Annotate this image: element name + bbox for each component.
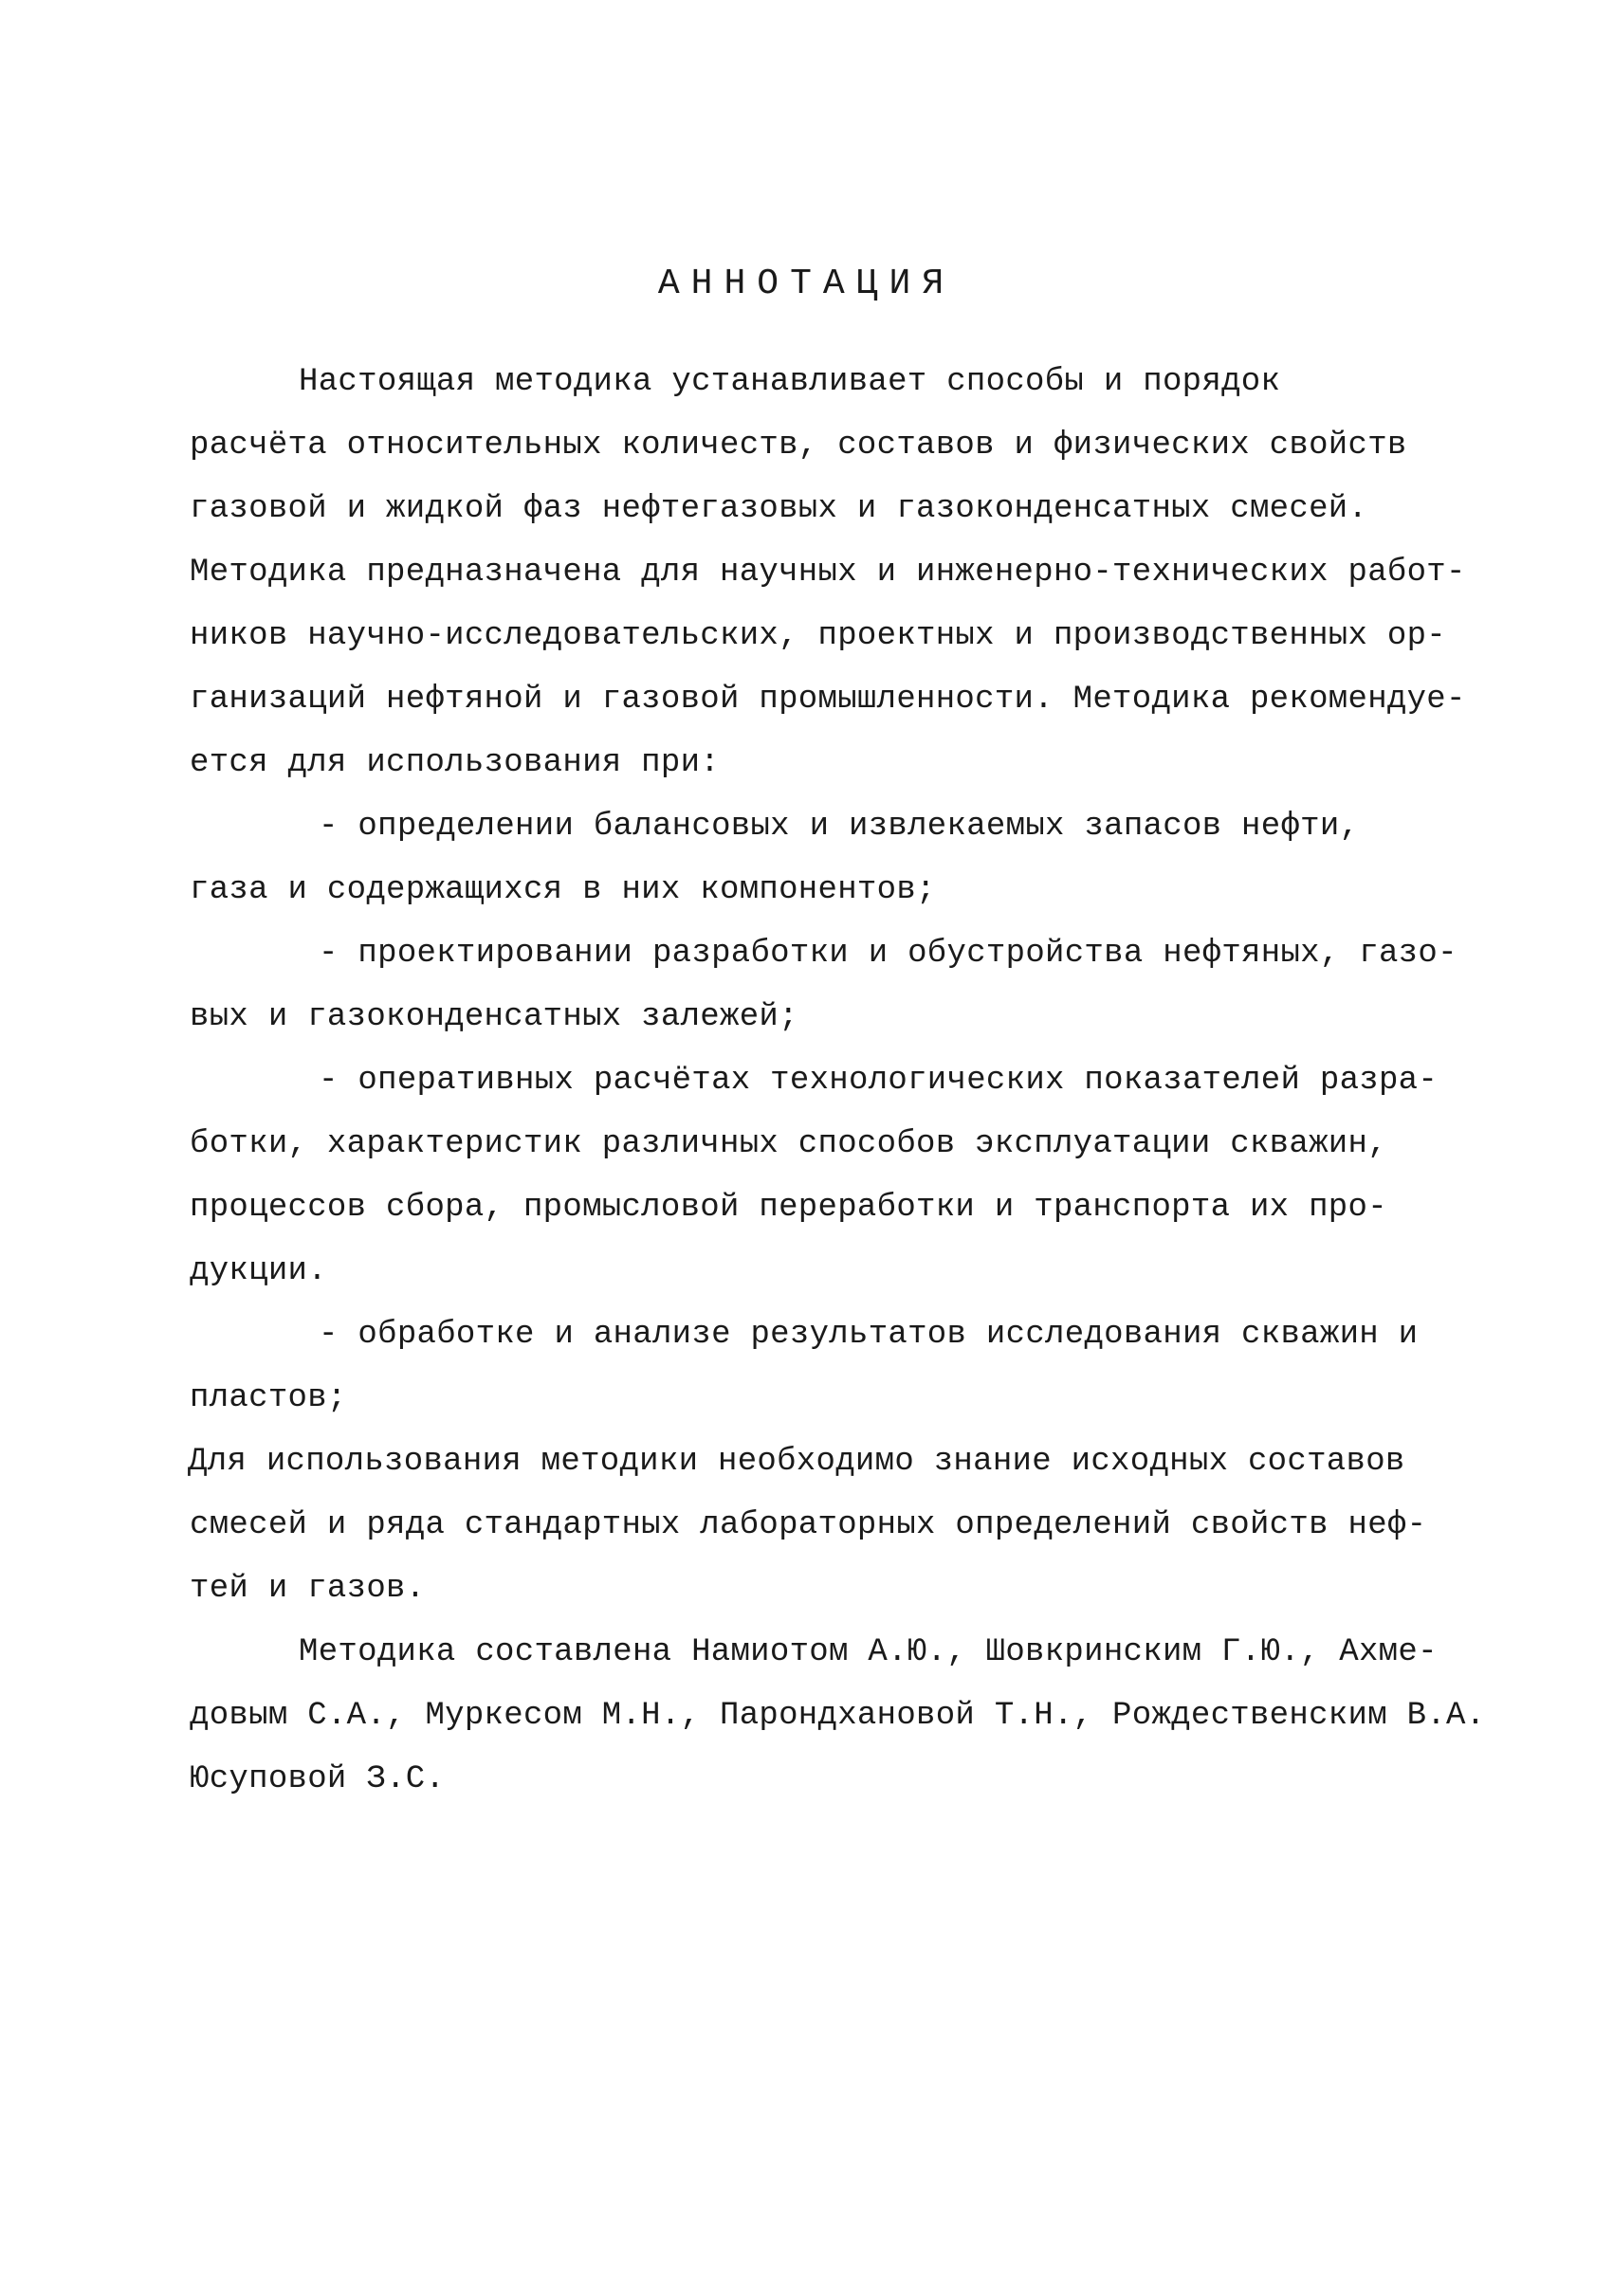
text-line: ется для использования при:	[190, 745, 720, 781]
list-item-line: - оперативных расчётах технологических показателей разра-	[319, 1063, 1439, 1099]
text-line: процессов сбора, промысловой переработки и транспорта их про-	[190, 1190, 1387, 1226]
text-line: газа и содержащихся в них компонентов;	[190, 872, 936, 908]
list-item-line: - определении балансовых и извлекаемых запасов нефти,	[319, 809, 1360, 845]
list-item-line: - обработке и анализе результатов исследования скважин и	[319, 1317, 1419, 1353]
text-line: пластов;	[190, 1380, 347, 1416]
text-line: ников научно-исследовательских, проектных и производственных ор-	[190, 618, 1447, 654]
text-line: расчёта относительных количеств, составов и физических свойств	[190, 428, 1407, 464]
text-line: Настоящая методика устанавливает способы и порядок	[299, 364, 1281, 400]
annotation-body	[188, 351, 1486, 1812]
text-line: тей и газов.	[190, 1571, 426, 1607]
authors-line: Юсуповой З.С.	[190, 1761, 446, 1797]
document-title: АННОТАЦИЯ	[657, 264, 956, 304]
list-item-line: - проектировании разработки и обустройства нефтяных, газо-	[319, 936, 1457, 972]
authors-line: довым С.А., Муркесом М.Н., Парондхановой Т.Н., Рождественским В.А.	[190, 1698, 1486, 1734]
text-line: Методика предназначена для научных и инженерно-технических работ-	[190, 555, 1466, 591]
text-line: дукции.	[190, 1253, 327, 1289]
text-line: Для использования методики необходимо знание исходных составов	[188, 1444, 1405, 1480]
authors-line: Методика составлена Намиотом А.Ю., Шовкринским Г.Ю., Ахме-	[299, 1634, 1438, 1670]
text-line: ганизаций нефтяной и газовой промышленности. Методика рекомендуе-	[190, 682, 1466, 718]
text-line: вых и газоконденсатных залежей;	[190, 999, 798, 1035]
text-line: смесей и ряда стандартных лабораторных определений свойств неф-	[190, 1507, 1427, 1543]
text-line: ботки, характеристик различных способов эксплуатации скважин,	[190, 1126, 1387, 1162]
text-line: газовой и жидкой фаз нефтегазовых и газоконденсатных смесей.	[190, 491, 1368, 527]
